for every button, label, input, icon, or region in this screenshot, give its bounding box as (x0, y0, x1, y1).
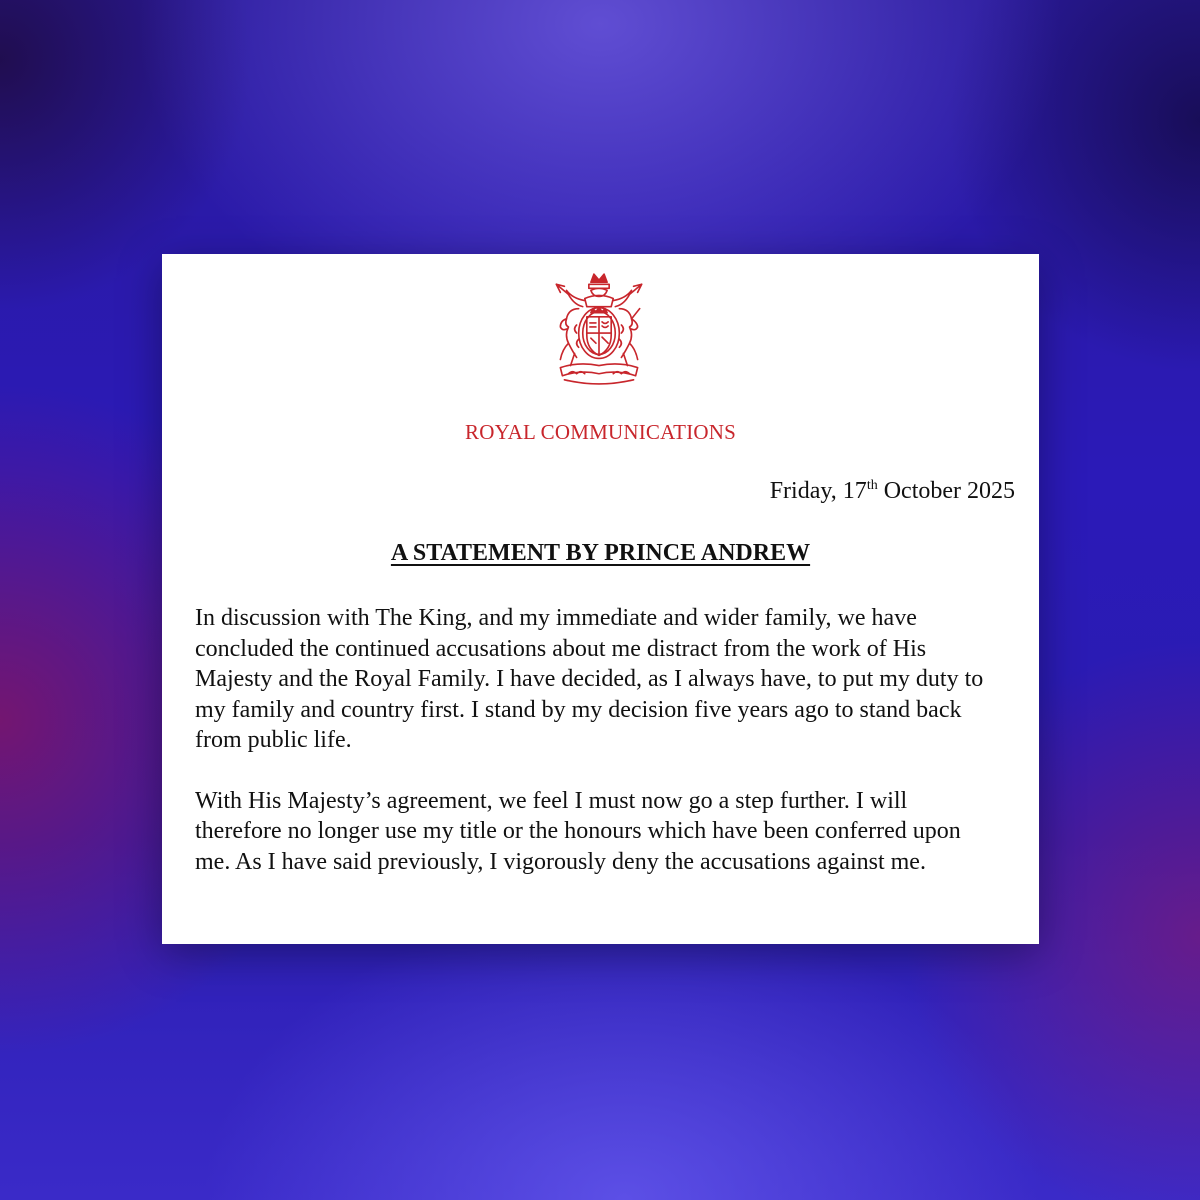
date-weekday-day: Friday, 17 (769, 478, 867, 504)
statement-paragraph: In discussion with The King, and my immediate and wider family, we have concluded the continued accusations about me distract from the work of His Majesty and the Royal Family. I have decided, as I always have, to put my duty to my family and country first. I stand by my decision five years ago to stand back from public life. (195, 605, 984, 753)
statement-title (162, 540, 1039, 567)
statement-body (195, 603, 995, 907)
statement-card (162, 254, 1039, 944)
statement-title-text: A STATEMENT BY PRINCE ANDREW (390, 540, 811, 566)
statement-date (770, 478, 1015, 505)
department-heading: ROYAL COMMUNICATIONS (465, 420, 736, 444)
statement-paragraph: With His Majesty’s agreement, we feel I must now go a step further. I will therefore no longer use my title or the honours which have been conferred upon me. As I have said previously, I vigorously deny the accusations against me. (195, 787, 961, 875)
royal-coat-of-arms-icon (538, 268, 660, 390)
date-month-year: October 2025 (877, 478, 1015, 504)
date-day-suffix: th (866, 478, 878, 493)
